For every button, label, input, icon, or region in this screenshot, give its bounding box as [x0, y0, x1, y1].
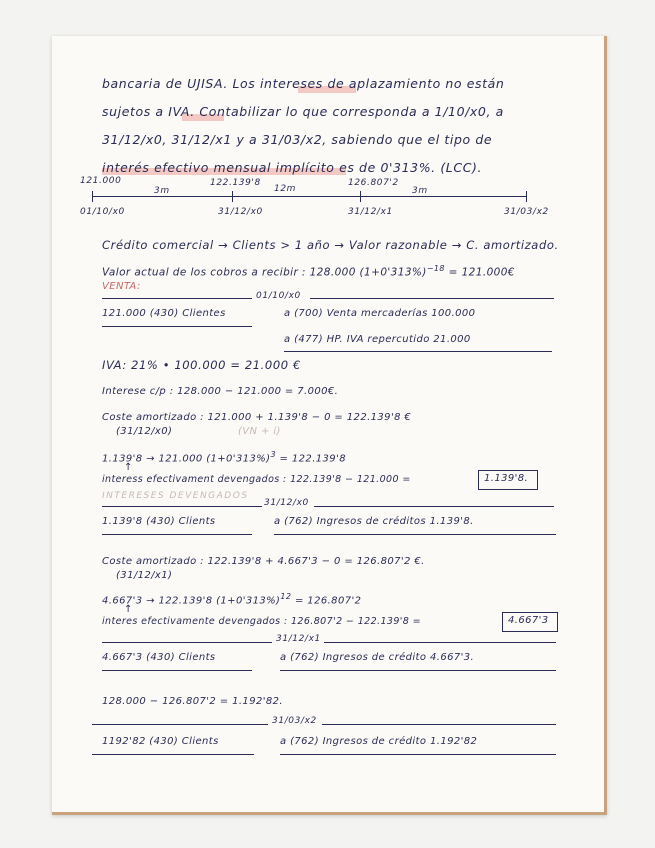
intro-line-3: 31/12/x0, 31/12/x1 y a 31/03/x2, sabiendo que el tipo de: [102, 132, 493, 147]
entry-rule: [322, 724, 556, 725]
timeline-value: 122.139'8: [210, 178, 261, 188]
entry-rule: [102, 642, 272, 643]
entry-underline: [280, 670, 556, 671]
entry-2-credit: a (762) Ingresos de créditos 1.139'8.: [274, 516, 474, 527]
timeline-date: 31/03/x2: [504, 207, 549, 217]
entry-4-debit: 1192'82 (430) Clients: [102, 736, 219, 747]
entry-date: 31/12/x1: [276, 634, 321, 644]
present-value-exponent: −18: [426, 264, 445, 273]
timeline-date: 31/12/x0: [218, 207, 263, 217]
entry-1-credit-sales: a (700) Venta mercaderías 100.000: [284, 308, 476, 319]
entry-underline: [284, 351, 552, 352]
entry-1-credit-iva: a (477) HP. IVA repercutido 21.000: [284, 334, 471, 345]
entry-1-debit: 121.000 (430) Clientes: [102, 308, 226, 319]
interest-calc-1-exponent: 3: [270, 450, 276, 459]
entry-rule: [92, 724, 268, 725]
entry-underline: [92, 754, 254, 755]
timeline-period: 3m: [154, 186, 170, 196]
entry-3-debit: 4.667'3 (430) Clients: [102, 652, 216, 663]
interest-calc-1-result: = 122.139'8: [279, 453, 346, 465]
entry-underline: [102, 534, 252, 535]
interest-short-term: Interese c/p : 128.000 − 121.000 = 7.000€.: [102, 386, 339, 397]
timeline-period: 3m: [412, 186, 428, 196]
entry-rule: [102, 506, 262, 507]
entry-rule: [324, 642, 556, 643]
interest-calc-1: [102, 450, 346, 464]
amortized-cost-1-note: (VN + i): [238, 426, 281, 437]
timeline-tick: [232, 191, 233, 202]
entry-date: 31/03/x2: [272, 716, 317, 726]
intro-line-4: interés efectivo mensual implícito es de 0'313%. (LCC).: [102, 160, 483, 175]
amortized-cost-2: Coste amortizado : 122.139'8 + 4.667'3 − 0 = 126.807'2 €.: [102, 556, 425, 567]
amortized-cost-1-date: (31/12/x0): [116, 426, 173, 437]
amortized-cost-1: Coste amortizado : 121.000 + 1.139'8 − 0 = 122.139'8 €: [102, 412, 412, 423]
notebook-page: [52, 36, 607, 815]
entry-rule: [102, 298, 252, 299]
entry-underline: [274, 534, 556, 535]
final-interest-calc: 128.000 − 126.807'2 = 1.192'82.: [102, 696, 283, 707]
amortized-cost-2-date: (31/12/x1): [116, 570, 173, 581]
timeline-axis: [92, 196, 526, 197]
present-value-text: Valor actual de los cobros a recibir : 128.000 (1+0'313%): [102, 266, 427, 279]
iva-calculation: IVA: 21% • 100.000 = 21.000 €: [102, 358, 301, 372]
entry-underline: [280, 754, 556, 755]
accrued-interest-heading: INTERESES DEVENGADOS: [102, 491, 249, 501]
present-value-result: = 121.000€: [448, 266, 515, 279]
accrued-interest-1: interess efectivament devengados : 122.139'8 − 121.000 =: [102, 474, 411, 485]
timeline-period: 12m: [274, 184, 297, 194]
entry-date: 31/12/x0: [264, 498, 309, 508]
credit-classification: Crédito comercial → Clients > 1 año → Valor razonable → C. amortizado.: [102, 238, 559, 252]
interest-calc-2-exponent: 12: [280, 592, 292, 601]
interest-calc-1-text: 1.139'8 → 121.000 (1+0'313%): [102, 453, 271, 465]
interest-calc-2-result: = 126.807'2: [294, 595, 362, 607]
timeline-tick: [92, 191, 93, 202]
entry-underline: [102, 326, 252, 327]
up-arrow: ↑: [124, 462, 133, 473]
entry-2-debit: 1.139'8 (430) Clients: [102, 516, 216, 527]
venta-heading: VENTA:: [102, 281, 141, 292]
entry-rule: [314, 506, 554, 507]
entry-3-credit: a (762) Ingresos de crédito 4.667'3.: [280, 652, 475, 663]
entry-underline: [102, 670, 252, 671]
timeline-value: 121.000: [80, 176, 122, 186]
accrued-interest-2: interes efectivamente devengados : 126.807'2 − 122.139'8 =: [102, 616, 422, 627]
timeline-value: 126.807'2: [348, 178, 399, 188]
accrued-interest-2-value: 4.667'3: [508, 615, 549, 626]
timeline-date: 31/12/x1: [348, 207, 393, 217]
timeline-date: 01/10/x0: [80, 207, 125, 217]
interest-calc-2-text: 4.667'3 → 122.139'8 (1+0'313%): [102, 595, 281, 607]
entry-4-credit: a (762) Ingresos de crédito 1.192'82: [280, 736, 478, 747]
intro-line-1: bancaria de UJISA. Los intereses de aplazamiento no están: [102, 76, 505, 91]
entry-rule: [310, 298, 554, 299]
timeline-tick: [360, 191, 361, 202]
up-arrow: ↑: [124, 604, 133, 615]
timeline-tick: [526, 191, 527, 202]
entry-date: 01/10/x0: [256, 291, 301, 301]
accrued-interest-1-value: 1.139'8.: [484, 473, 529, 484]
present-value-line: [102, 264, 515, 279]
interest-calc-2: [102, 592, 361, 606]
intro-line-2: sujetos a IVA. Contabilizar lo que corresponda a 1/10/x0, a: [102, 104, 504, 119]
